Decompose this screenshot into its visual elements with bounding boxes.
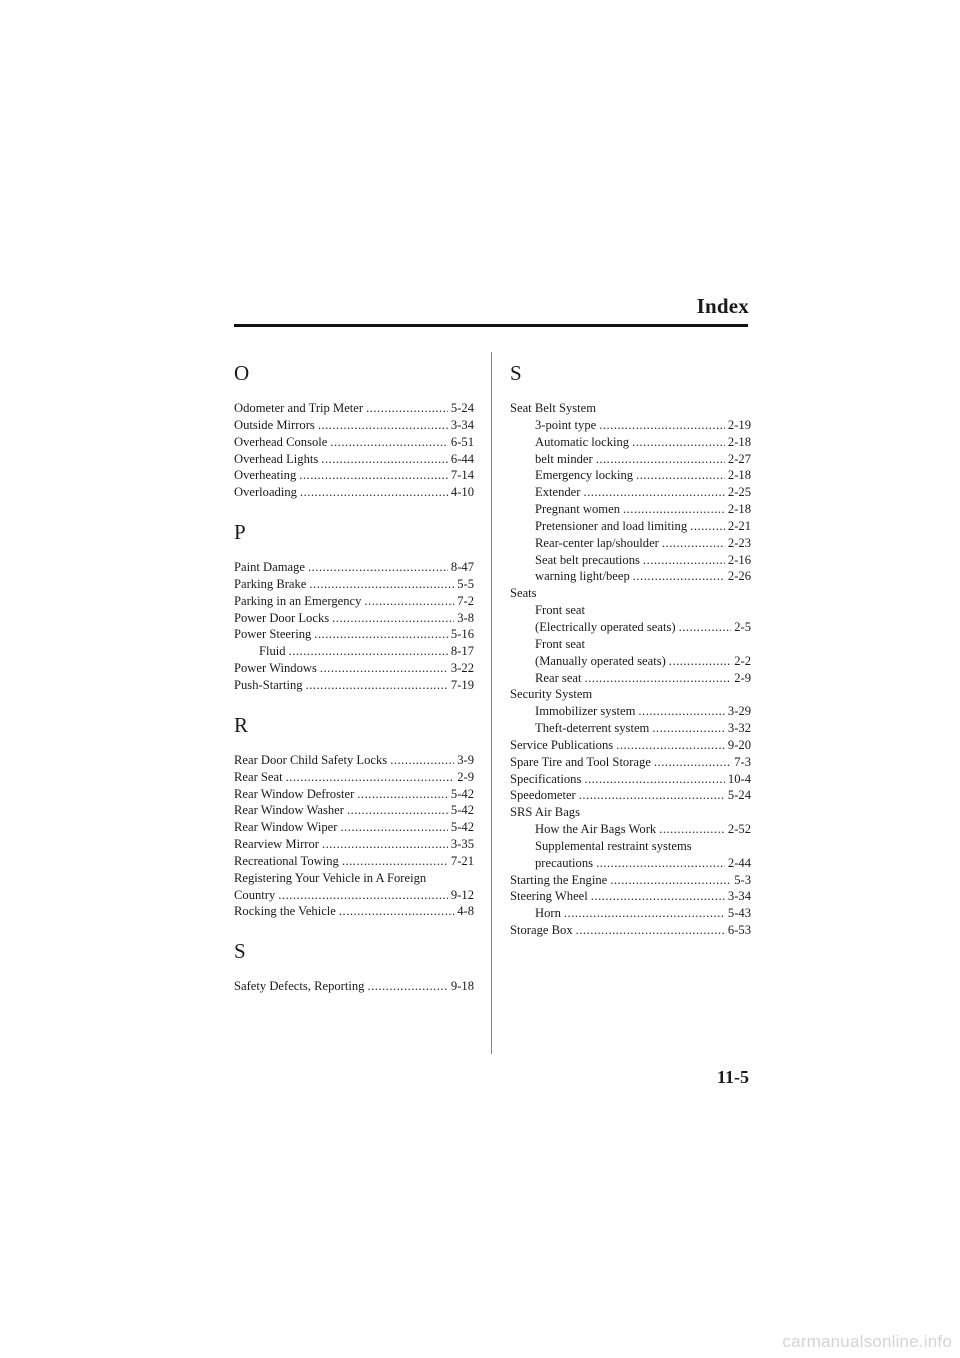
entry-label: Storage Box (510, 923, 573, 938)
entry-label: Pregnant women (535, 502, 620, 517)
index-entry (510, 451, 751, 468)
index-entry (234, 752, 474, 769)
entry-label: Parking in an Emergency (234, 593, 362, 608)
index-entry (510, 737, 751, 754)
leader-dots (585, 670, 732, 687)
entry-label: Rear Window Wiper (234, 820, 338, 835)
entry-page: 5-43 (727, 906, 751, 921)
index-entry (510, 602, 751, 619)
index-entry (510, 838, 751, 855)
entry-label: Spare Tire and Tool Storage (510, 754, 651, 769)
entry-label: Country (234, 887, 276, 902)
entry-label: belt minder (535, 451, 593, 466)
entry-label: Recreational Towing (234, 853, 339, 868)
entry-page: 7-19 (450, 677, 474, 692)
leader-dots (632, 434, 725, 451)
section-letter: O (234, 361, 250, 385)
index-entry (234, 786, 474, 803)
index-entry (234, 819, 474, 836)
entry-page: 2-9 (734, 670, 751, 685)
leader-dots (330, 434, 448, 451)
entry-label: Immobilizer system (535, 704, 636, 719)
index-entry (234, 626, 474, 643)
entry-label: How the Air Bags Work (535, 822, 657, 837)
entry-label: Rearview Mirror (234, 837, 319, 852)
index-entry (234, 434, 474, 451)
entry-page: 5-5 (457, 576, 474, 591)
leader-dots (576, 922, 725, 939)
index-entry (234, 887, 474, 904)
leader-dots (320, 660, 448, 677)
leader-dots (309, 576, 454, 593)
index-entry (510, 888, 751, 905)
index-entry (510, 434, 751, 451)
entry-label: Steering Wheel (510, 889, 588, 904)
section-letter: S (510, 361, 522, 385)
index-entry (234, 836, 474, 853)
index-entry (510, 518, 751, 535)
index-entry (234, 451, 474, 468)
leader-dots (322, 836, 448, 853)
entry-label: Rear Window Defroster (234, 786, 355, 801)
leader-dots (300, 484, 448, 501)
index-entry (510, 787, 751, 804)
leader-dots (654, 754, 731, 771)
header-rule (234, 324, 748, 327)
entry-page: 4-10 (450, 485, 474, 500)
leader-dots (342, 853, 448, 870)
entry-page: 3-34 (450, 417, 474, 432)
index-entry (510, 771, 751, 788)
entry-page: 6-44 (450, 451, 474, 466)
index-entry (234, 559, 474, 576)
section-letter: S (234, 939, 246, 964)
entry-page: 2-25 (727, 485, 751, 500)
leader-dots (610, 872, 731, 889)
index-entry (510, 670, 751, 687)
entry-label: Seat belt precautions (535, 552, 640, 567)
leader-dots (643, 552, 725, 569)
index-entry (510, 922, 751, 939)
leader-dots (633, 568, 725, 585)
index-entry (510, 821, 751, 838)
entry-label: Speedometer (510, 788, 576, 803)
index-entry (510, 804, 751, 821)
leader-dots (318, 417, 448, 434)
entry-label: Parking Brake (234, 576, 307, 591)
entry-label: Rear Door Child Safety Locks (234, 752, 388, 767)
index-entry (510, 501, 751, 518)
entry-page: 3-34 (727, 889, 751, 904)
entry-label: Outside Mirrors (234, 417, 315, 432)
entry-page: 5-24 (450, 401, 474, 415)
entry-page: 3-35 (450, 837, 474, 852)
entry-page: 2-5 (734, 619, 751, 634)
leader-dots (636, 467, 725, 484)
entry-page: 3-32 (727, 721, 751, 736)
entry-page: 2-19 (727, 417, 751, 432)
leader-dots (314, 626, 448, 643)
index-entry (234, 400, 474, 417)
entry-label: Emergency locking (535, 468, 634, 483)
entry-label: Service Publications (510, 737, 614, 752)
entry-label: warning light/beep (535, 569, 630, 584)
leader-dots (286, 769, 455, 786)
entry-page: 6-51 (450, 434, 474, 449)
leader-dots (638, 703, 725, 720)
leader-dots (596, 451, 725, 468)
entry-label: Seat Belt System (510, 401, 597, 415)
entry-page: 10-4 (727, 771, 751, 786)
index-entry (510, 535, 751, 552)
entry-label: Automatic locking (535, 434, 630, 449)
page-number: 11-5 (716, 1067, 749, 1087)
leader-dots (367, 978, 447, 995)
entry-label: Specifications (510, 771, 582, 786)
index-entry (234, 870, 474, 887)
entry-label: Rocking the Vehicle (234, 904, 336, 919)
leader-dots (662, 535, 725, 552)
index-entry (234, 576, 474, 593)
leader-dots (679, 619, 732, 636)
leader-dots (659, 821, 725, 838)
entry-label: Overhead Lights (234, 451, 319, 466)
leader-dots (357, 786, 448, 803)
entry-page: 2-44 (727, 855, 751, 870)
entry-page: 9-12 (450, 887, 474, 902)
section-letter: P (234, 520, 246, 545)
entry-page: 5-16 (450, 627, 474, 642)
entry-page: 5-24 (727, 788, 751, 803)
entry-label: Safety Defects, Reporting (234, 979, 365, 994)
index-entry (510, 905, 751, 922)
leader-dots (596, 855, 725, 872)
entry-page: 8-47 (450, 560, 474, 575)
leader-dots (669, 653, 731, 670)
entry-label: Power Door Locks (234, 610, 330, 625)
watermark: carmanualsonline.info (782, 1332, 952, 1351)
entry-label: Fluid (259, 644, 286, 659)
entry-page: 3-22 (450, 661, 474, 676)
entry-label: Overloading (234, 485, 297, 500)
entry-page: 2-18 (727, 434, 751, 449)
entry-page: 2-26 (727, 569, 751, 584)
entry-label: Power Steering (234, 627, 312, 642)
index-entry (234, 769, 474, 786)
leader-dots (339, 903, 454, 920)
leader-dots (278, 887, 448, 904)
entry-label: (Electrically operated seats) (535, 619, 676, 634)
index-entry (234, 467, 474, 484)
index-entry (510, 653, 751, 670)
entry-page: 2-21 (727, 518, 751, 533)
index-entry (234, 484, 474, 501)
entry-label: Extender (535, 485, 581, 500)
leader-dots (584, 771, 725, 788)
leader-dots (390, 752, 454, 769)
entry-page: 6-53 (727, 923, 751, 938)
leader-dots (340, 819, 447, 836)
entry-page: 5-3 (734, 872, 751, 887)
leader-dots (690, 518, 725, 535)
index-entry (510, 703, 751, 720)
entry-page: 7-14 (450, 468, 474, 483)
entry-page: 2-2 (734, 653, 751, 668)
leader-dots (616, 737, 725, 754)
entry-page: 3-29 (727, 704, 751, 719)
column-divider (491, 352, 492, 1054)
entry-page: 2-18 (727, 502, 751, 517)
index-entry (510, 855, 751, 872)
entry-label: SRS Air Bags (510, 805, 580, 820)
index-entry (234, 677, 474, 694)
leader-dots (652, 720, 725, 737)
index-entry (510, 585, 751, 602)
entry-page: 5-42 (450, 786, 474, 801)
leader-dots (364, 593, 454, 610)
entry-label: Front seat (535, 636, 586, 651)
entry-page: 2-9 (457, 769, 474, 784)
leader-dots (289, 643, 448, 660)
entry-page: 9-20 (727, 737, 751, 752)
index-entry (234, 643, 474, 660)
leader-dots (591, 888, 725, 905)
index-entry (510, 872, 751, 889)
entry-label: Paint Damage (234, 560, 305, 575)
leader-dots (564, 905, 725, 922)
entry-label: Theft-deterrent system (535, 721, 650, 736)
index-entry (510, 484, 751, 501)
index-column-right (510, 360, 751, 939)
index-entry (234, 853, 474, 870)
index-entry (234, 903, 474, 920)
index-entry (234, 978, 474, 995)
index-entry (234, 802, 474, 819)
entry-label: Overheating (234, 468, 297, 483)
entry-label: Overhead Console (234, 434, 328, 449)
entry-page: 2-23 (727, 535, 751, 550)
entry-page: 2-52 (727, 822, 751, 837)
leader-dots (366, 400, 448, 417)
leader-dots (321, 451, 448, 468)
index-entry (510, 686, 751, 703)
entry-label: (Manually operated seats) (535, 653, 666, 668)
entry-label: Rear-center lap/shoulder (535, 535, 659, 550)
index-entry (510, 552, 751, 569)
entry-label: Supplemental restraint systems (535, 838, 692, 853)
index-entry (234, 593, 474, 610)
entry-page: 2-18 (727, 468, 751, 483)
entry-page: 7-21 (450, 853, 474, 868)
index-column-left (234, 360, 474, 995)
entry-label: Push-Starting (234, 677, 303, 692)
entry-label: Odometer and Trip Meter (234, 401, 364, 415)
leader-dots (299, 467, 448, 484)
leader-dots (579, 787, 725, 804)
entry-label: Security System (510, 687, 593, 702)
leader-dots (308, 559, 448, 576)
index-entry (510, 568, 751, 585)
entry-page: 8-17 (450, 644, 474, 659)
entry-page: 3-9 (457, 752, 474, 767)
entry-label: Seats (510, 586, 537, 601)
entry-label: Pretensioner and load limiting (535, 518, 688, 533)
entry-label: Power Windows (234, 661, 317, 676)
entry-label: precautions (535, 855, 594, 870)
entry-page: 2-16 (727, 552, 751, 567)
entry-page: 9-18 (450, 979, 474, 994)
leader-dots (306, 677, 448, 694)
entry-label: Starting the Engine (510, 872, 608, 887)
index-entry (510, 417, 751, 434)
index-entry (510, 720, 751, 737)
leader-dots (623, 501, 725, 518)
entry-page: 7-3 (734, 754, 751, 769)
entry-page: 3-8 (457, 610, 474, 625)
entry-label: Front seat (535, 603, 586, 618)
leader-dots (583, 484, 724, 501)
index-entry (234, 660, 474, 677)
section-letter: R (234, 712, 249, 737)
index-entry (510, 467, 751, 484)
entry-label: Horn (535, 906, 561, 921)
leader-dots (347, 802, 448, 819)
leader-dots (599, 417, 725, 434)
leader-dots (332, 610, 454, 627)
entry-page: 2-27 (727, 451, 751, 466)
entry-page: 4-8 (457, 904, 474, 919)
entry-page: 5-42 (450, 803, 474, 818)
page-title: Index (696, 294, 749, 318)
entry-page: 7-2 (457, 593, 474, 608)
entry-label: 3-point type (535, 417, 597, 432)
entry-label: Rear seat (535, 670, 582, 685)
index-entry (234, 417, 474, 434)
index-entry (510, 619, 751, 636)
index-entry (510, 636, 751, 653)
index-entry (510, 754, 751, 771)
entry-label: Rear Seat (234, 769, 283, 784)
index-entry (234, 610, 474, 627)
entry-label: Rear Window Washer (234, 803, 344, 818)
index-entry (510, 400, 751, 417)
entry-label: Registering Your Vehicle in A Foreign (234, 870, 427, 885)
entry-page: 5-42 (450, 820, 474, 835)
